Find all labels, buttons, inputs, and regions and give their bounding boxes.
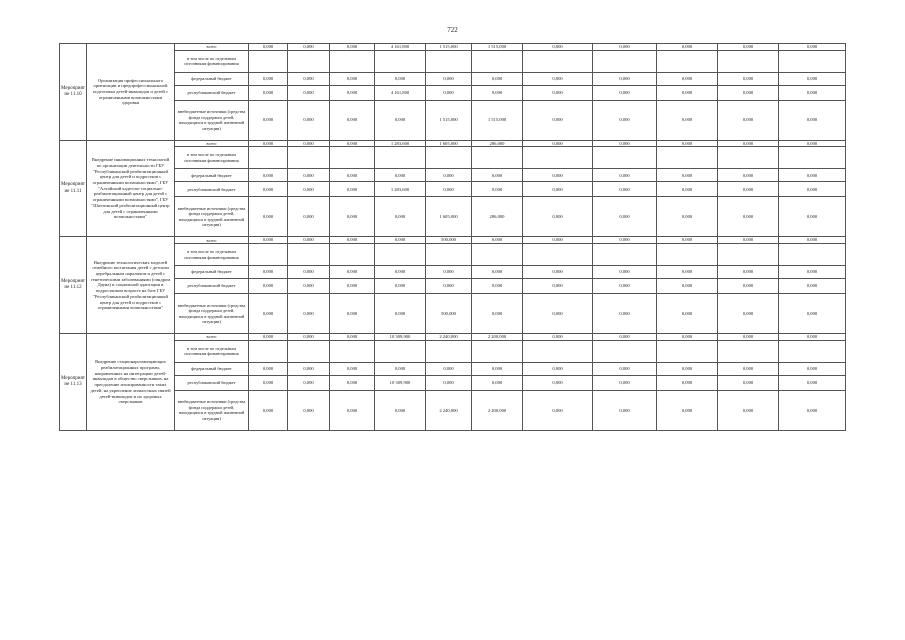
amount-cell: 0,000 — [426, 182, 472, 197]
amount-cell — [426, 244, 472, 266]
activity-label: Мероприятие 11.10 — [60, 44, 87, 141]
amount-cell: 1 283,600 — [375, 140, 426, 147]
amount-cell — [779, 244, 846, 266]
amount-cell: 0,000 — [718, 100, 779, 140]
amount-cell: 0,000 — [249, 197, 288, 237]
amount-cell — [593, 340, 657, 362]
amount-cell: 0,000 — [375, 390, 426, 430]
amount-cell — [472, 244, 523, 266]
amount-cell: 0,000 — [593, 375, 657, 390]
amount-cell: 0,000 — [657, 334, 718, 341]
table-row — [60, 147, 846, 169]
amount-cell: 0,000 — [330, 375, 375, 390]
amount-cell: 0,000 — [779, 100, 846, 140]
amount-cell: 0,000 — [472, 85, 523, 100]
amount-cell: 0,000 — [249, 182, 288, 197]
amount-cell: 0,000 — [330, 100, 375, 140]
amount-cell — [249, 147, 288, 169]
amount-cell: 0,000 — [330, 279, 375, 294]
funding-source: внебюджетные источники (средства фонда поддержки детей, находящихся в трудной жизненной ситуации) — [175, 100, 249, 140]
amount-cell: 0,000 — [523, 390, 593, 430]
amount-cell: 0,000 — [288, 182, 330, 197]
amount-cell: 0,000 — [779, 197, 846, 237]
funding-source: в том числе по отдельным источникам финансирования — [175, 50, 249, 72]
amount-cell: 0,000 — [718, 362, 779, 375]
amount-cell: 0,000 — [779, 294, 846, 334]
amount-cell: 0,000 — [779, 334, 846, 341]
amount-cell: 0,000 — [472, 362, 523, 375]
amount-cell: 0,000 — [288, 72, 330, 85]
amount-cell — [249, 244, 288, 266]
table-row — [60, 100, 846, 140]
amount-cell: 0,000 — [657, 197, 718, 237]
amount-cell: 0,000 — [593, 44, 657, 51]
amount-cell: 0,000 — [718, 85, 779, 100]
amount-cell: 500,000 — [426, 294, 472, 334]
amount-cell: 0,000 — [472, 237, 523, 244]
amount-cell: 0,000 — [288, 85, 330, 100]
page-number: 722 — [447, 26, 458, 34]
amount-cell: 0,000 — [523, 169, 593, 182]
amount-cell: 0,000 — [657, 44, 718, 51]
amount-cell — [288, 340, 330, 362]
amount-cell: 0,000 — [426, 72, 472, 85]
amount-cell: 0,000 — [779, 140, 846, 147]
amount-cell: 0,000 — [593, 362, 657, 375]
amount-cell: 0,000 — [718, 334, 779, 341]
amount-cell: 0,000 — [657, 182, 718, 197]
amount-cell: 0,000 — [593, 140, 657, 147]
amount-cell — [375, 244, 426, 266]
amount-cell: 0,000 — [779, 182, 846, 197]
amount-cell — [593, 244, 657, 266]
funding-source: в том числе по отдельным источникам финансирования — [175, 147, 249, 169]
table-row — [60, 294, 846, 334]
amount-cell — [657, 340, 718, 362]
amount-cell: 0,000 — [288, 100, 330, 140]
amount-cell: 0,000 — [593, 279, 657, 294]
amount-cell: 0,000 — [330, 182, 375, 197]
table-row — [60, 197, 846, 237]
amount-cell: 0,000 — [523, 85, 593, 100]
amount-cell — [523, 340, 593, 362]
amount-cell: 0,000 — [523, 266, 593, 279]
amount-cell: 0,000 — [657, 85, 718, 100]
amount-cell: 0,000 — [288, 334, 330, 341]
amount-cell: 0,000 — [657, 140, 718, 147]
amount-cell: 0,000 — [288, 266, 330, 279]
amount-cell: 0,000 — [249, 44, 288, 51]
amount-cell: 0,000 — [472, 182, 523, 197]
amount-cell: 0,000 — [779, 279, 846, 294]
amount-cell: 0,000 — [523, 72, 593, 85]
amount-cell: 0,000 — [375, 169, 426, 182]
funding-source: всего — [175, 140, 249, 147]
funding-source: республиканский бюджет — [175, 375, 249, 390]
amount-cell: 2 240,000 — [426, 334, 472, 341]
amount-cell: 0,000 — [779, 362, 846, 375]
table-row — [60, 140, 846, 147]
amount-cell: 2 200,000 — [472, 390, 523, 430]
amount-cell — [718, 147, 779, 169]
amount-cell: 0,000 — [330, 294, 375, 334]
amount-cell: 0,000 — [330, 237, 375, 244]
amount-cell: 0,000 — [472, 279, 523, 294]
amount-cell: 0,000 — [718, 169, 779, 182]
amount-cell: 0,000 — [718, 375, 779, 390]
table-row — [60, 340, 846, 362]
amount-cell — [718, 244, 779, 266]
activity-label: Мероприятие 11.11 — [60, 140, 87, 237]
funding-source: республиканский бюджет — [175, 85, 249, 100]
amount-cell: 10 309,900 — [375, 334, 426, 341]
budget-table — [59, 43, 846, 431]
amount-cell: 0,000 — [718, 237, 779, 244]
activity-label: Мероприятие 11.12 — [60, 237, 87, 334]
amount-cell: 0,000 — [657, 266, 718, 279]
table-row — [60, 72, 846, 85]
amount-cell — [593, 147, 657, 169]
funding-source: федеральный бюджет — [175, 266, 249, 279]
amount-cell — [330, 340, 375, 362]
amount-cell — [657, 244, 718, 266]
amount-cell: 0,000 — [779, 72, 846, 85]
amount-cell: 286,000 — [472, 197, 523, 237]
amount-cell: 0,000 — [718, 44, 779, 51]
table-row — [60, 390, 846, 430]
amount-cell: 4 161,800 — [375, 85, 426, 100]
amount-cell: 1 605,000 — [426, 140, 472, 147]
amount-cell — [375, 147, 426, 169]
amount-cell: 0,000 — [593, 85, 657, 100]
amount-cell: 2 200,000 — [472, 334, 523, 341]
activity-label: Мероприятие 11.13 — [60, 334, 87, 431]
table-row — [60, 334, 846, 341]
amount-cell: 0,000 — [593, 100, 657, 140]
amount-cell — [330, 147, 375, 169]
amount-cell: 0,000 — [523, 182, 593, 197]
amount-cell: 0,000 — [657, 375, 718, 390]
amount-cell: 0,000 — [593, 266, 657, 279]
amount-cell: 0,000 — [288, 294, 330, 334]
amount-cell: 0,000 — [718, 294, 779, 334]
amount-cell: 0,000 — [330, 362, 375, 375]
amount-cell: 0,000 — [249, 266, 288, 279]
amount-cell: 0,000 — [657, 72, 718, 85]
amount-cell: 0,000 — [472, 294, 523, 334]
table-row — [60, 279, 846, 294]
amount-cell: 0,000 — [523, 197, 593, 237]
amount-cell: 0,000 — [249, 169, 288, 182]
amount-cell: 0,000 — [288, 237, 330, 244]
table-row — [60, 182, 846, 197]
amount-cell: 0,000 — [330, 140, 375, 147]
amount-cell: 0,000 — [523, 279, 593, 294]
activity-description: Организация профессионального ориентации и предпрофессиональной подготовки детей-инвалидов и детей с ограниченными возможностями здоровья — [87, 44, 175, 141]
amount-cell: 1 515,000 — [472, 100, 523, 140]
amount-cell — [718, 50, 779, 72]
activity-description: Внедрение стационарозамещающих реабилитационных программ, направленных на интеграцию детей-инвалидов в общество сверстников, на преодоление изолированности таких детей, на укрепление личностных связей детей-инвалидов и их здоровых сверстников — [87, 334, 175, 431]
funding-source: внебюджетные источники (средства фонда поддержки детей, находящихся в трудной жизненной ситуации) — [175, 390, 249, 430]
amount-cell — [426, 340, 472, 362]
table-row — [60, 169, 846, 182]
amount-cell: 0,000 — [288, 279, 330, 294]
amount-cell: 0,000 — [375, 266, 426, 279]
amount-cell: 0,000 — [779, 44, 846, 51]
amount-cell — [375, 50, 426, 72]
amount-cell: 0,000 — [426, 362, 472, 375]
amount-cell: 0,000 — [249, 85, 288, 100]
amount-cell: 0,000 — [375, 72, 426, 85]
table-row — [60, 375, 846, 390]
amount-cell — [288, 244, 330, 266]
amount-cell: 0,000 — [375, 294, 426, 334]
amount-cell: 1 283,600 — [375, 182, 426, 197]
funding-source: федеральный бюджет — [175, 169, 249, 182]
amount-cell: 0,000 — [288, 169, 330, 182]
funding-source: республиканский бюджет — [175, 182, 249, 197]
amount-cell — [249, 50, 288, 72]
amount-cell: 0,000 — [249, 362, 288, 375]
amount-cell — [330, 244, 375, 266]
amount-cell: 500,000 — [426, 237, 472, 244]
table-row — [60, 362, 846, 375]
amount-cell: 0,000 — [330, 266, 375, 279]
amount-cell: 0,000 — [523, 237, 593, 244]
amount-cell: 0,000 — [657, 237, 718, 244]
amount-cell: 0,000 — [426, 85, 472, 100]
funding-source: республиканский бюджет — [175, 279, 249, 294]
amount-cell: 0,000 — [593, 334, 657, 341]
amount-cell — [523, 147, 593, 169]
amount-cell: 0,000 — [288, 362, 330, 375]
amount-cell — [472, 147, 523, 169]
amount-cell: 0,000 — [375, 362, 426, 375]
amount-cell: 0,000 — [375, 100, 426, 140]
amount-cell: 0,000 — [523, 44, 593, 51]
table-row — [60, 50, 846, 72]
amount-cell: 0,000 — [593, 197, 657, 237]
table-row — [60, 244, 846, 266]
table-row — [60, 237, 846, 244]
amount-cell: 0,000 — [288, 44, 330, 51]
amount-cell: 1 515,000 — [472, 44, 523, 51]
amount-cell: 1 605,000 — [426, 197, 472, 237]
amount-cell — [288, 147, 330, 169]
funding-source: в том числе по отдельным источникам финансирования — [175, 244, 249, 266]
amount-cell: 0,000 — [426, 266, 472, 279]
amount-cell: 0,000 — [523, 362, 593, 375]
amount-cell: 0,000 — [426, 375, 472, 390]
amount-cell: 0,000 — [472, 72, 523, 85]
amount-cell — [523, 50, 593, 72]
amount-cell — [288, 50, 330, 72]
amount-cell: 0,000 — [523, 334, 593, 341]
amount-cell: 0,000 — [249, 375, 288, 390]
amount-cell: 0,000 — [718, 266, 779, 279]
amount-cell — [718, 340, 779, 362]
amount-cell: 0,000 — [330, 390, 375, 430]
amount-cell: 0,000 — [330, 197, 375, 237]
amount-cell: 0,000 — [249, 72, 288, 85]
amount-cell: 0,000 — [593, 294, 657, 334]
amount-cell: 0,000 — [718, 72, 779, 85]
amount-cell: 0,000 — [330, 169, 375, 182]
amount-cell: 0,000 — [330, 44, 375, 51]
amount-cell: 0,000 — [330, 334, 375, 341]
amount-cell: 0,000 — [375, 279, 426, 294]
amount-cell: 0,000 — [375, 197, 426, 237]
amount-cell: 1 515,000 — [426, 100, 472, 140]
amount-cell: 0,000 — [593, 169, 657, 182]
amount-cell — [593, 50, 657, 72]
funding-source: федеральный бюджет — [175, 72, 249, 85]
amount-cell — [779, 147, 846, 169]
amount-cell — [523, 244, 593, 266]
activity-description: Внедрение технологических моделей семейного воспитания детей с детским церебральным параличом и детей с генетическими заболеваниями (синдром Дауна) и социальной адаптации в подростковом возрасте на базе ГБУ "Республиканский реабилитационный центр для детей и подростков с ограниченными возможностями" — [87, 237, 175, 334]
amount-cell: 0,000 — [718, 390, 779, 430]
amount-cell: 0,000 — [718, 140, 779, 147]
amount-cell: 1 515,000 — [426, 44, 472, 51]
activity-description: Внедрение инновационных технологий по организации деятельности ГБУ "Республиканский реабилитационный центр для детей и подростков с ограниченными возможностями", ГБУ "Алтайский кадетско-социально-реабилитационный центр для детей с ограниченными возможностями", ГБУ "Шахтинский реабилитационный центр для детей с ограниченными возможностями" — [87, 140, 175, 237]
amount-cell: 0,000 — [523, 100, 593, 140]
amount-cell: 0,000 — [249, 140, 288, 147]
amount-cell: 0,000 — [718, 197, 779, 237]
amount-cell: 0,000 — [779, 390, 846, 430]
amount-cell: 0,000 — [657, 294, 718, 334]
amount-cell: 0,000 — [249, 334, 288, 341]
amount-cell: 0,000 — [249, 100, 288, 140]
funding-source: внебюджетные источники (средства фонда поддержки детей, находящихся в трудной жизненной ситуации) — [175, 294, 249, 334]
amount-cell: 2 240,000 — [426, 390, 472, 430]
amount-cell: 0,000 — [288, 390, 330, 430]
amount-cell — [779, 340, 846, 362]
amount-cell: 0,000 — [779, 237, 846, 244]
funding-source: в том числе по отдельным источникам финансирования — [175, 340, 249, 362]
amount-cell: 0,000 — [249, 294, 288, 334]
amount-cell: 0,000 — [523, 140, 593, 147]
amount-cell — [472, 340, 523, 362]
amount-cell: 0,000 — [593, 237, 657, 244]
amount-cell: 0,000 — [523, 375, 593, 390]
amount-cell: 0,000 — [779, 169, 846, 182]
amount-cell: 10 309,900 — [375, 375, 426, 390]
amount-cell: 0,000 — [779, 375, 846, 390]
amount-cell — [472, 50, 523, 72]
amount-cell: 0,000 — [593, 182, 657, 197]
amount-cell: 0,000 — [472, 169, 523, 182]
amount-cell: 0,000 — [472, 375, 523, 390]
funding-source: всего — [175, 237, 249, 244]
amount-cell: 0,000 — [657, 169, 718, 182]
amount-cell — [330, 50, 375, 72]
amount-cell: 0,000 — [288, 140, 330, 147]
amount-cell: 0,000 — [426, 169, 472, 182]
amount-cell: 0,000 — [288, 375, 330, 390]
amount-cell: 0,000 — [330, 85, 375, 100]
amount-cell — [779, 50, 846, 72]
funding-source: всего — [175, 334, 249, 341]
amount-cell: 0,000 — [779, 85, 846, 100]
amount-cell: 0,000 — [375, 237, 426, 244]
amount-cell: 0,000 — [657, 279, 718, 294]
amount-cell: 0,000 — [426, 279, 472, 294]
amount-cell: 0,000 — [249, 390, 288, 430]
amount-cell: 0,000 — [718, 279, 779, 294]
amount-cell: 0,000 — [288, 197, 330, 237]
amount-cell — [657, 50, 718, 72]
amount-cell: 0,000 — [657, 362, 718, 375]
amount-cell — [375, 340, 426, 362]
amount-cell: 0,000 — [593, 390, 657, 430]
amount-cell: 0,000 — [779, 266, 846, 279]
funding-source: всего — [175, 44, 249, 51]
funding-source: федеральный бюджет — [175, 362, 249, 375]
amount-cell: 0,000 — [249, 237, 288, 244]
amount-cell — [426, 147, 472, 169]
amount-cell: 0,000 — [593, 72, 657, 85]
table-row — [60, 85, 846, 100]
amount-cell: 0,000 — [523, 294, 593, 334]
amount-cell: 286,000 — [472, 140, 523, 147]
amount-cell — [657, 147, 718, 169]
funding-source: внебюджетные источники (средства фонда поддержки детей, находящихся в трудной жизненной ситуации) — [175, 197, 249, 237]
amount-cell: 4 161,800 — [375, 44, 426, 51]
table-row — [60, 266, 846, 279]
table-row — [60, 44, 846, 51]
amount-cell — [426, 50, 472, 72]
amount-cell: 0,000 — [330, 72, 375, 85]
amount-cell: 0,000 — [657, 390, 718, 430]
amount-cell — [249, 340, 288, 362]
amount-cell: 0,000 — [249, 279, 288, 294]
amount-cell: 0,000 — [718, 182, 779, 197]
amount-cell: 0,000 — [472, 266, 523, 279]
amount-cell: 0,000 — [657, 100, 718, 140]
